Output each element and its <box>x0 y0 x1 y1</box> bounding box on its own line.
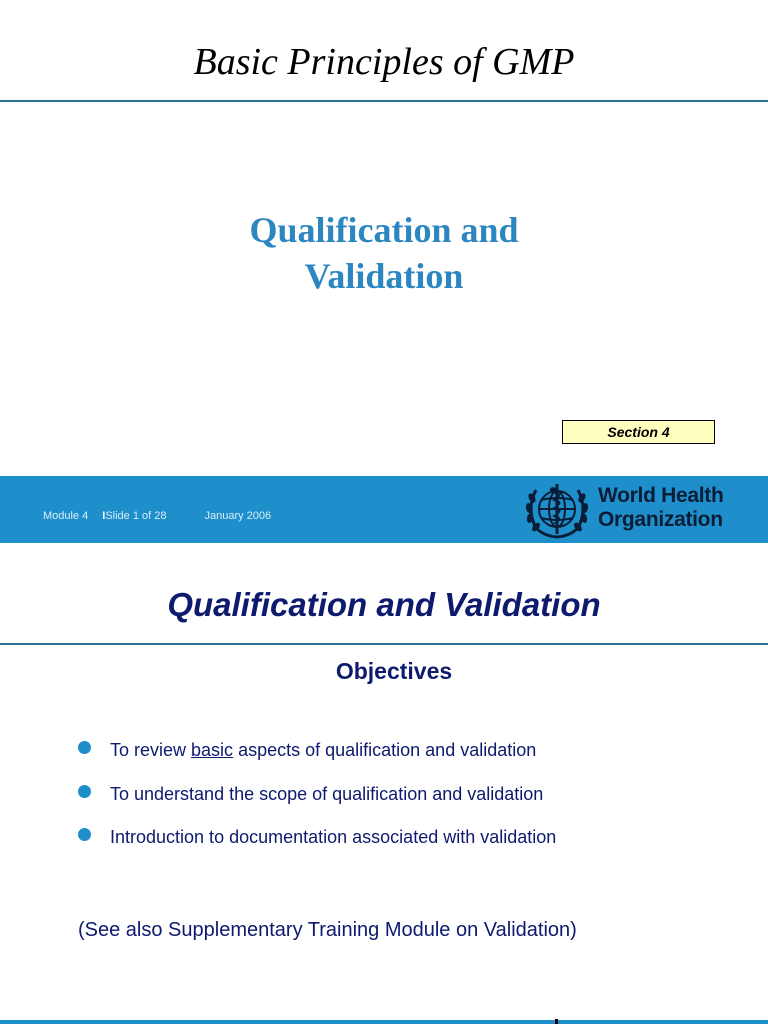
who-emblem-icon <box>522 478 592 540</box>
org-line-1: World Health <box>598 484 724 507</box>
list-item <box>78 780 556 824</box>
subtitle-line-2: Validation <box>304 256 464 296</box>
section-badge: Section 4 <box>562 420 715 444</box>
org-line-2: Organization <box>598 508 723 531</box>
footer-module: Module 4 <box>43 510 89 522</box>
bullet-text-underlined: basic <box>191 740 234 760</box>
objectives-slide <box>0 543 768 1024</box>
bottom-marker <box>555 1019 558 1024</box>
slide-title: Basic Principles of GMP <box>193 41 575 83</box>
slide-subtitle <box>0 207 768 299</box>
footer-date: January 2006 <box>204 510 272 522</box>
list-item <box>78 736 556 780</box>
subtitle-line-1: Qualification and <box>249 210 519 250</box>
slide-title: Qualification and Validation <box>167 586 601 623</box>
bullet-dot-icon <box>78 785 91 798</box>
footer-slide-number: Slide 1 of 28 <box>105 510 167 522</box>
bottom-bar <box>0 1020 768 1024</box>
bullet-dot-icon <box>78 741 91 754</box>
footer-separator: I <box>102 510 106 522</box>
list-item <box>78 823 556 867</box>
bullet-text: To understand the scope of qualification and validation <box>110 784 544 804</box>
slide-subtitle: Objectives <box>335 658 453 684</box>
who-wordmark <box>598 484 724 532</box>
supplementary-note: (See also Supplementary Training Module on Validation) <box>78 919 577 941</box>
bullet-dot-icon <box>78 828 91 841</box>
bullet-text-pre: To review <box>110 740 192 760</box>
objectives-list <box>78 736 556 867</box>
slide-footer <box>0 476 768 543</box>
bullet-text: Introduction to documentation associated with validation <box>110 827 557 847</box>
who-logo <box>520 476 760 543</box>
bullet-text-post: aspects of qualification and validation <box>233 740 537 760</box>
footer-info <box>43 510 271 522</box>
title-divider <box>0 643 768 645</box>
title-divider <box>0 100 768 102</box>
